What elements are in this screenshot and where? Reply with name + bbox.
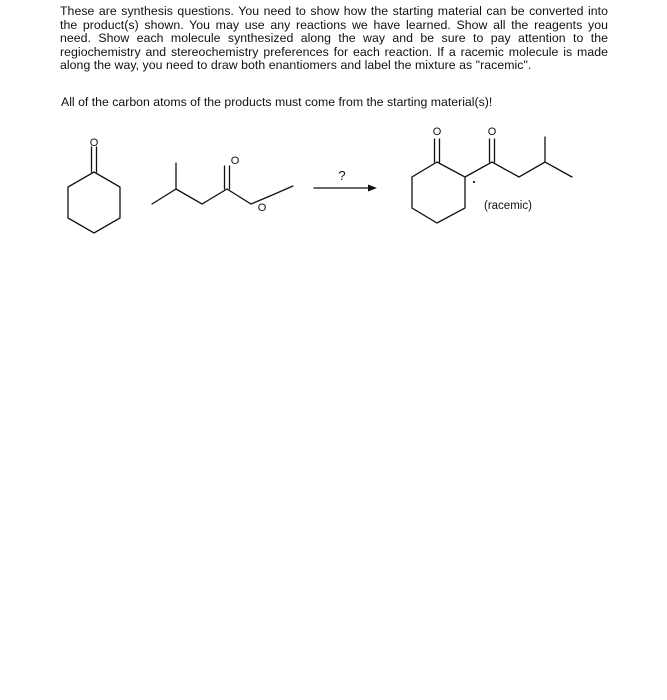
ester-oxygen-label: O — [257, 202, 267, 214]
product-structure — [412, 126, 572, 223]
chain-oxygen-label: O — [487, 126, 497, 138]
stereocenter-dot — [473, 181, 475, 183]
cyclohexanone-structure — [68, 137, 120, 233]
oxygen-label: O — [89, 137, 99, 149]
methyl-ester-structure — [152, 155, 293, 214]
reaction-arrow — [314, 168, 377, 192]
ring-oxygen-label: O — [432, 126, 442, 138]
reagent-placeholder: ? — [338, 168, 346, 183]
instructions-paragraph: These are synthesis questions. You need to show how the starting material can be converted into the product(s) shown. You may use any reactions we have learned. Show all the reagents you need. Show each molecule synthesized along the way and be sure to pay attention to the regiochemistry and stereochemistry preferences for each reaction. If a racemic molecule is made along the way, you need to draw both enantiomers and label the mixture as "racemic". — [60, 4, 608, 73]
carbonyl-oxygen-label: O — [230, 155, 240, 167]
carbon-source-note: All of the carbon atoms of the products must come from the starting material(s)! — [61, 95, 493, 109]
racemic-label: (racemic) — [484, 200, 532, 212]
